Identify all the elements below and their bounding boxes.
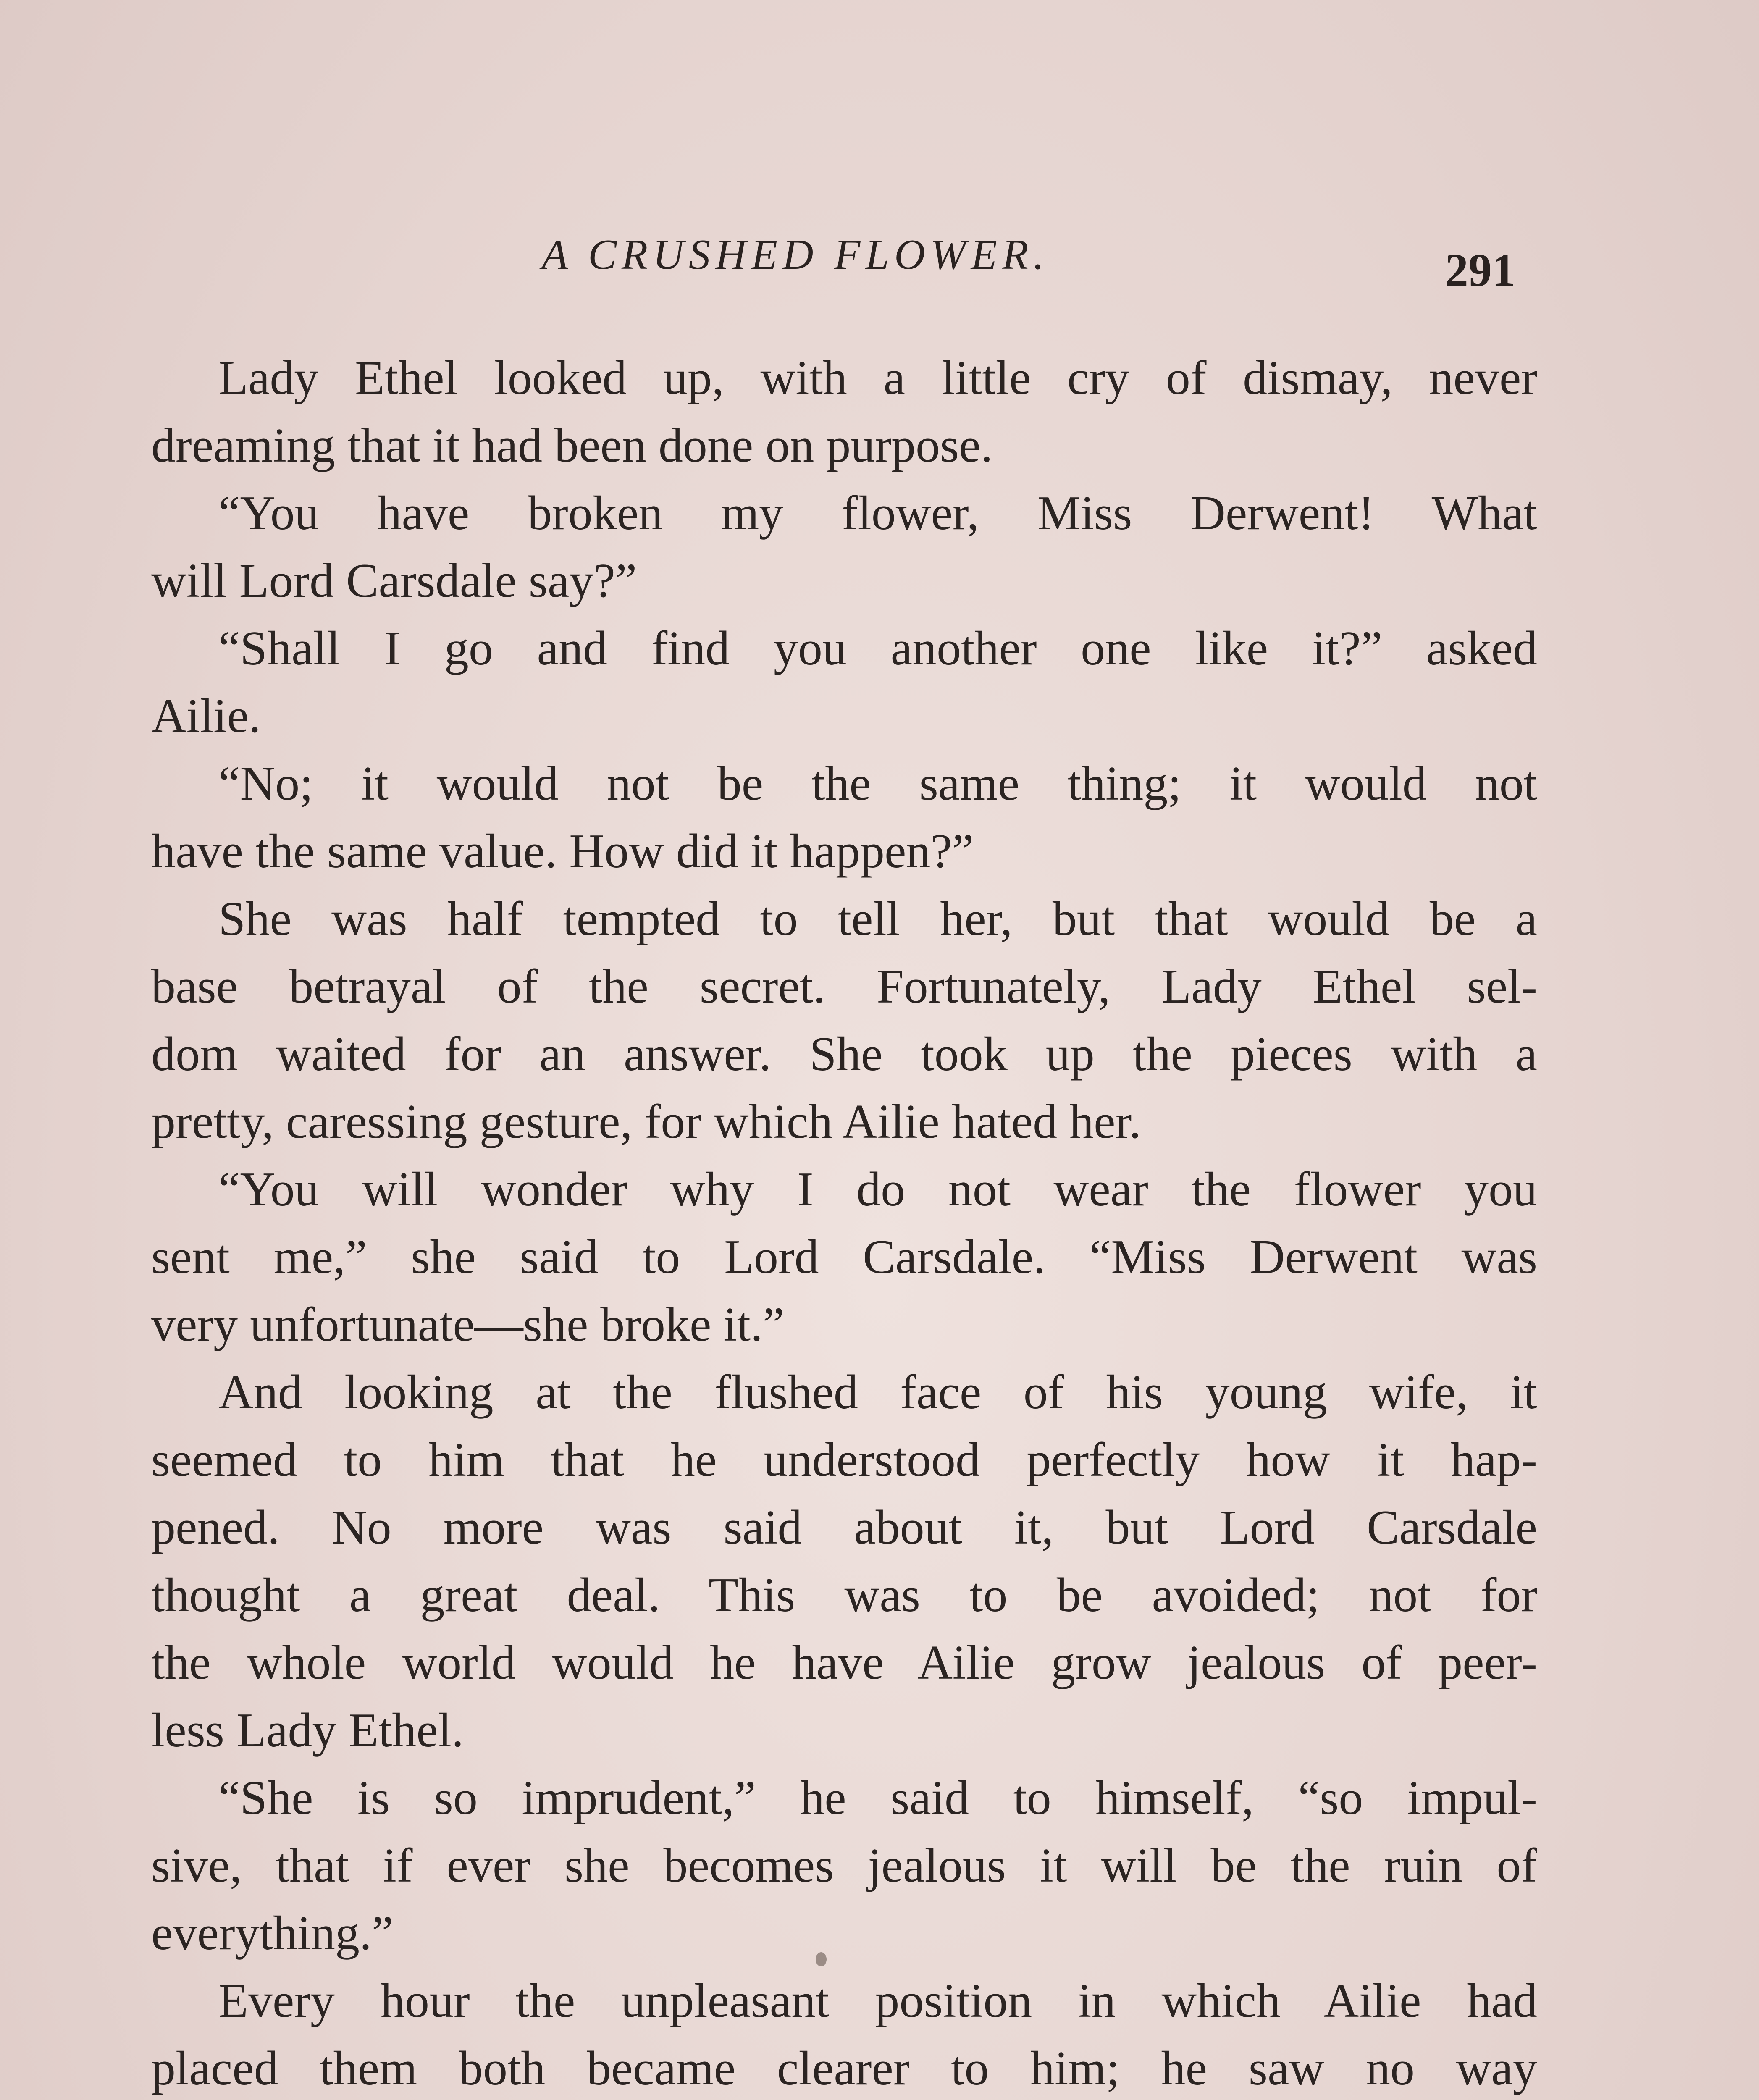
text-line: dreaming that it had been done on purpose. xyxy=(151,419,993,472)
text-line: seemed to him that he understood perfectly how it hap- xyxy=(151,1433,1537,1487)
text-line: pretty, caressing gesture, for which Ailie hated her. xyxy=(151,1095,1141,1149)
text-line: Lady Ethel looked up, with a little cry of dismay, never xyxy=(218,351,1537,405)
text-line: And looking at the flushed face of his young wife, it xyxy=(218,1365,1537,1419)
text-line: sent me,” she said to Lord Carsdale. “Miss Derwent was xyxy=(151,1230,1537,1284)
page-number: 291 xyxy=(1445,244,1515,297)
text-line: pened. No more was said about it, but Lord Carsdale xyxy=(151,1501,1537,1554)
text-line: base betrayal of the secret. Fortunately, Lady Ethel sel- xyxy=(151,960,1537,1013)
text-line: “She is so imprudent,” he said to himself, “so impul- xyxy=(218,1771,1537,1825)
text-line: Ailie. xyxy=(151,689,261,743)
text-line: sive, that if ever she becomes jealous it will be the ruin of xyxy=(151,1839,1537,1893)
text-line: thought a great deal. This was to be avoided; not for xyxy=(151,1568,1537,1622)
text-line: She was half tempted to tell her, but that would be a xyxy=(218,892,1537,946)
text-line: the whole world would he have Ailie grow jealous of peer- xyxy=(151,1636,1537,1690)
text-line: “Shall I go and find you another one like it?” asked xyxy=(218,622,1537,675)
text-line: everything.” xyxy=(151,1906,394,1960)
text-line: placed them both became clearer to him; he saw no way xyxy=(151,2042,1537,2095)
text-line: very unfortunate—she broke it.” xyxy=(151,1298,785,1352)
text-line: will Lord Carsdale say?” xyxy=(151,554,637,608)
text-line: dom waited for an answer. She took up the pieces with a xyxy=(151,1027,1537,1081)
paper-speck xyxy=(816,1952,827,1966)
text-line: Every hour the unpleasant position in which Ailie had xyxy=(218,1974,1537,2028)
text-line: “No; it would not be the same thing; it would not xyxy=(218,757,1537,811)
text-line: less Lady Ethel. xyxy=(151,1704,464,1757)
text-line: “You will wonder why I do not wear the flower you xyxy=(218,1163,1537,1216)
running-title: A CRUSHED FLOWER. xyxy=(542,231,1049,278)
text-line: have the same value. How did it happen?” xyxy=(151,824,974,878)
body-text xyxy=(151,344,1537,2100)
text-line: “You have broken my flower, Miss Derwent! What xyxy=(218,486,1537,540)
